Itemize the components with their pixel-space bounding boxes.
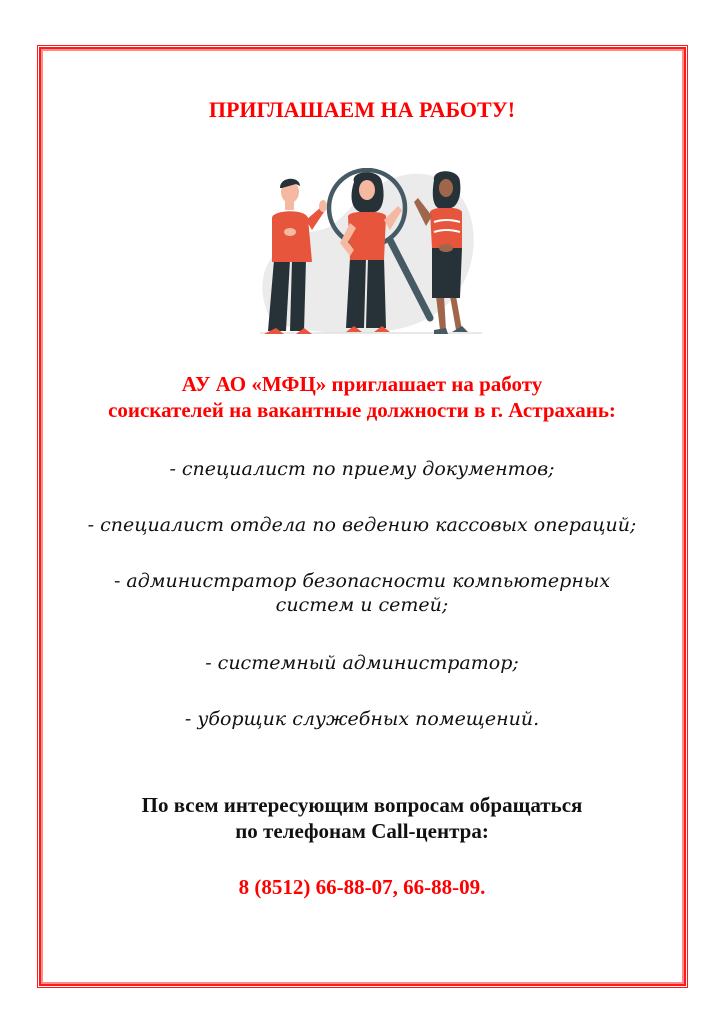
vacancy-item: - администратор безопасности компьютерных: [113, 570, 611, 592]
vacancy-item: - специалист по приему документов;: [169, 458, 555, 480]
people-with-magnifier-illustration: [250, 168, 484, 340]
intro-line-2: соискателей на вакантные должности в г. Астрахань:: [108, 398, 616, 422]
vacancy-item: - специалист отдела по ведению кассовых операций;: [87, 514, 637, 536]
contact-line-1: По всем интересующим вопросам обращаться: [141, 793, 583, 817]
phone-numbers: 8 (8512) 66-88-07, 66-88-09.: [238, 875, 486, 899]
vacancy-item: - системный администратор;: [205, 652, 519, 674]
vacancy-item-continuation: систем и сетей;: [275, 594, 449, 616]
contact-line-2: по телефонам Call-центра:: [235, 819, 489, 843]
page-title: ПРИГЛАШАЕМ НА РАБОТУ!: [208, 97, 516, 122]
intro-line-1: АУ АО «МФЦ» приглашает на работу: [181, 372, 543, 396]
vacancy-item: - уборщик служебных помещений.: [184, 708, 540, 730]
